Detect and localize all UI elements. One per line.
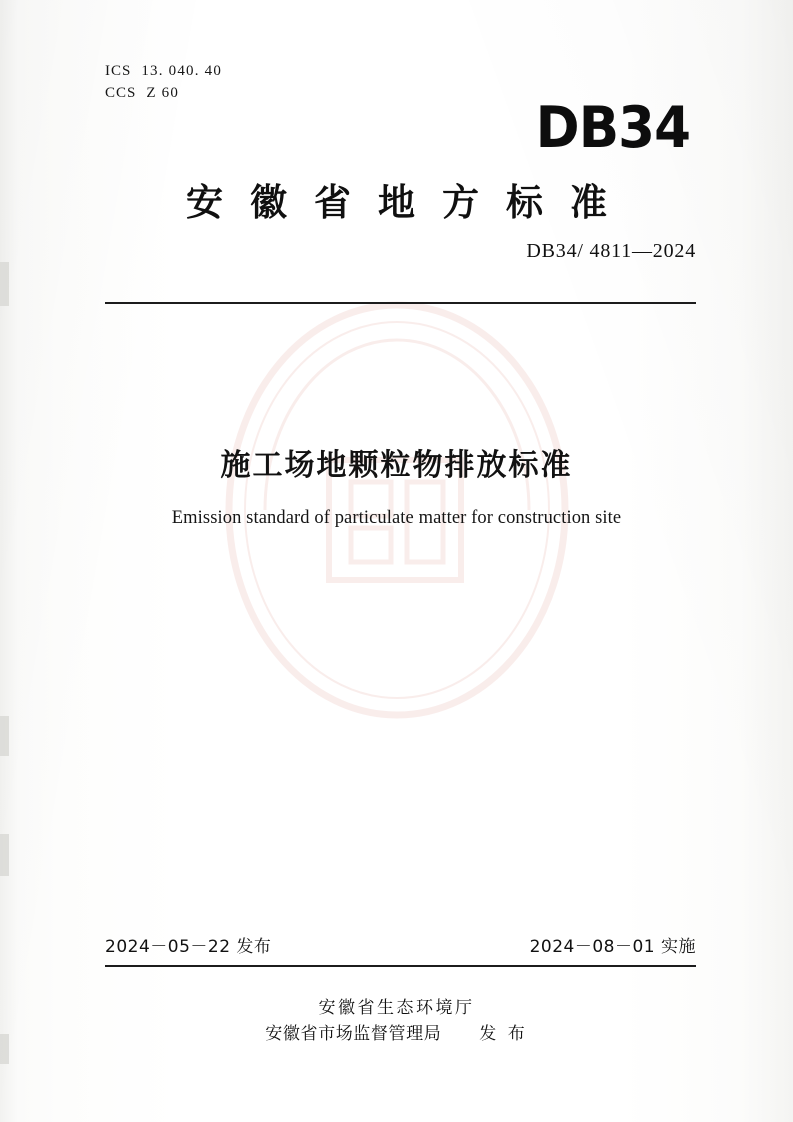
date-row bbox=[105, 932, 696, 960]
scan-edge-mark bbox=[0, 716, 9, 756]
implementation-date: 2024－08－01 实施 bbox=[529, 937, 696, 957]
footer-divider bbox=[105, 965, 696, 967]
ics-value: 13. 040. 40 bbox=[141, 63, 223, 79]
ccs-label: CCS bbox=[105, 85, 137, 101]
document-title-chinese: 施工场地颗粒物排放标准 bbox=[220, 448, 573, 483]
db34-logo: DB34 bbox=[535, 95, 690, 161]
ics-block bbox=[105, 60, 222, 104]
scan-edge-mark bbox=[0, 262, 9, 306]
release-date: 2024－05－22 发布 bbox=[105, 937, 272, 957]
issuer-line-2: 安徽省市场监督管理局 bbox=[265, 1024, 442, 1044]
publish-label: 发 布 bbox=[479, 1024, 528, 1044]
issuer-block bbox=[0, 995, 793, 1047]
province-standard-title: 安徽省地方标准 bbox=[186, 181, 634, 224]
ccs-line bbox=[105, 82, 222, 104]
ics-line bbox=[105, 60, 222, 82]
standard-number: DB34/ 4811—2024 bbox=[526, 240, 696, 262]
issuer-line-2-row bbox=[0, 1021, 793, 1047]
ics-label: ICS bbox=[105, 63, 132, 79]
ccs-value: Z 60 bbox=[146, 85, 180, 101]
header-divider bbox=[105, 302, 696, 304]
document-title-english: Emission standard of particulate matter for construction site bbox=[171, 508, 622, 528]
issuer-line-1: 安徽省生态环境厅 bbox=[318, 998, 475, 1018]
scan-edge-mark bbox=[0, 834, 9, 876]
